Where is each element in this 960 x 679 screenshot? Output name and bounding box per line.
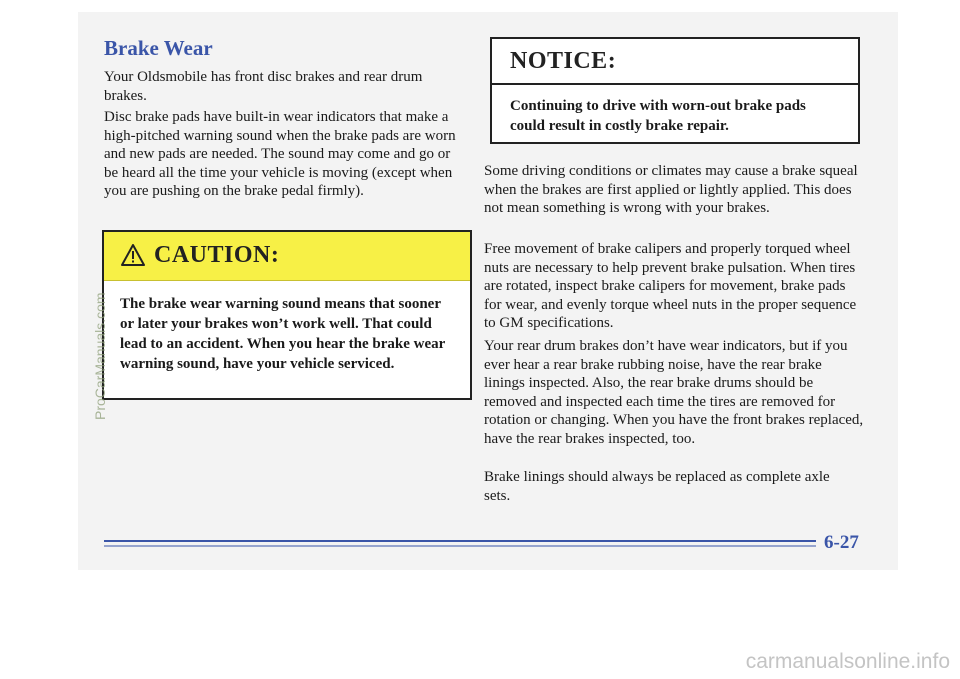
caliper-paragraph: Free movement of brake calipers and properly torqued wheel nuts are necessary to help prevent brake pulsation. When tires are rotated, inspect brake calipers for movement, brake pads for wear, and evenly torque wheel nuts in the proper sequence to GM specifications. [484, 241, 857, 331]
drum-brake-paragraph: Your rear drum brakes don’t have wear indicators, but if you ever hear a rear brake rubbing noise, have the rear brake linings inspected. Also, the rear brake drums should be removed and inspected each time the tires are removed for rotation or changing. When you have the front brakes replaced, have the rear brakes inspected, too. [484, 338, 864, 447]
brake-squeal-paragraph: Some driving conditions or climates may cause a brake squeal when the brakes are first applied or lightly applied. This does not mean something is wrong with your brakes. [484, 163, 858, 216]
intro-paragraph: Your Oldsmobile has front disc brakes and rear drum brakes. [104, 69, 423, 104]
page-rule [104, 538, 816, 550]
caution-text: The brake wear warning sound means that sooner or later your brakes won’t work well. That could lead to an accident. When you hear the brake wear warning sound, have your vehicle serviced. [120, 296, 445, 372]
notice-header [492, 39, 858, 85]
caution-box [102, 230, 472, 400]
caution-header [104, 232, 470, 281]
section-heading: Brake Wear [104, 36, 213, 60]
notice-text: Continuing to drive with worn-out brake pads could result in costly brake repair. [510, 98, 806, 134]
wear-indicator-paragraph: Disc brake pads have built-in wear indicators that make a high-pitched warning sound when the brake pads are worn and new pads are needed. The sound may come and go or be heard all the time your vehicle is moving (except when you are pushing on the brake pedal firmly). [104, 109, 456, 199]
caution-title: CAUTION: [154, 242, 280, 268]
notice-title: NOTICE: [510, 48, 617, 74]
warning-triangle-icon [120, 243, 146, 267]
axle-sets-paragraph: Brake linings should always be replaced as complete axle sets. [484, 469, 830, 504]
notice-box [490, 37, 860, 144]
watermark: ProCarManuals.com [92, 292, 108, 420]
footer-link[interactable]: carmanualsonline.info [745, 650, 950, 673]
page-number: 6-27 [824, 532, 859, 553]
